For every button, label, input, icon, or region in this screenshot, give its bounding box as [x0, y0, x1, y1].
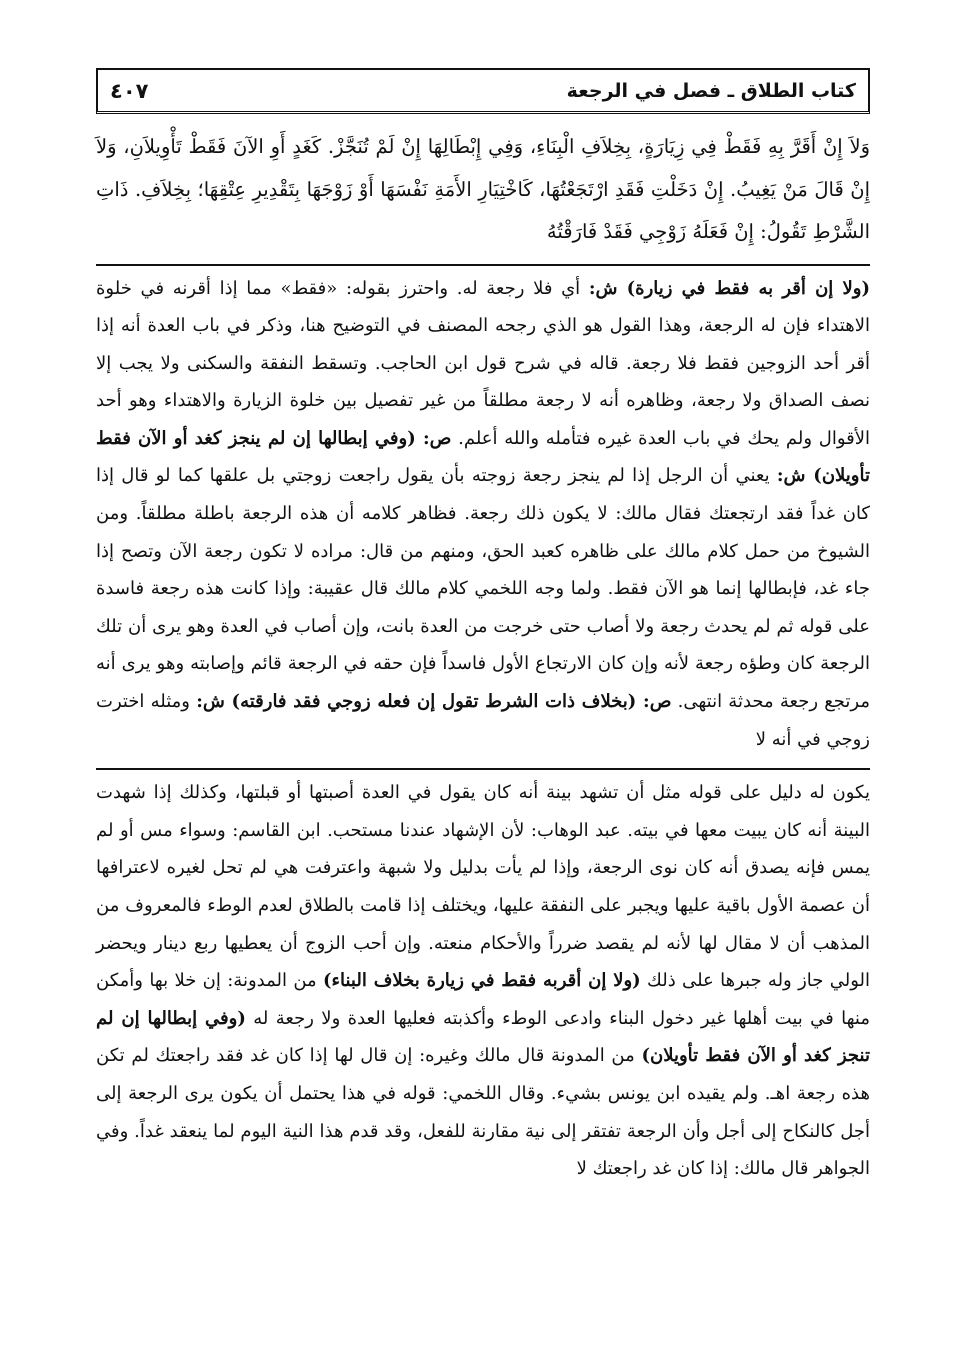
commentary-text-1: أي فلا رجعة له. واحترز بقوله: «فقط» مما إذا أقرنه في خلوة الاهتداء فإن له الرجعة، وهذا القول هو الذي رجحه المصنف في التوضيح هنا، وذكر في باب العدة أنه إذا أقر أحد الزوجين فقط فلا رجعة. قاله في شرح قول ابن الحاجب. وتسقط النفقة والسكنى ولا يجب إلا نصف الصداق ولا رجعة، وظاهره أنه لا رجعة مطلقاً من غير تفصيل بين خلوة الزيارة والاهتداء وهو أحد الأقوال ولم يحك في باب العدة غيره فتأمله والله أعلم.	[96, 277, 871, 449]
commentary	[96, 270, 870, 759]
main-text-paragraph: وَلاَ إِنْ أَقَرَّ بِهِ فَقَطْ فِي زِيَارَةٍ، بِخِلاَفِ الْبِنَاءِ، وَفِي إِبْطَالِهَا إِنْ لَمْ تُنَجَّزْ. كَغَدٍ أَوِ الآنَ فَقَطْ تَأْوِيلاَنِ، وَلاَ إِنْ قَالَ مَنْ يَغِيبُ. إِنْ دَخَلْتِ فَقَدِ ارْتَجَعْتُهَا، كَاخْتِيَارِ الأَمَةِ نَفْسَهَا أَوْ زَوْجَهَا بِتَقْدِيرِ عِتْقِهَا؛ بِخِلاَفِ. ذَاتِ الشَّرْطِ تَقُولُ: إِنْ فَعَلَهُ زَوْجِي فَقَدْ فَارَقْتُهُ	[96, 135, 870, 243]
footnote-quote-1: (ولا إن أقربه فقط في زيارة بخلاف البناء)	[323, 970, 641, 992]
page-number: ٤٠٧	[110, 78, 149, 103]
footnotes	[96, 774, 870, 1188]
main-text	[96, 126, 870, 254]
commentary-text-2: يعني أن الرجل إذا لم ينجز رجعة زوجته بأن يقول راجعت زوجتي بل علقها كما لو قال إذا كان غداً فقد ارتجعتك فقال مالك: لا يكون ذلك رجعة. فظاهر كلامه أن هذه الرجعة باطلة مطلقاً. ومن الشيوخ من حمل كلام مالك على ظاهره كعبد الحق، ومنهم من قال: مراده لا تكون رجعة الآن وتصح إذا جاء غد، فإبطالها إنما هو الآن فقط. ولما وجه اللخمي كلام مالك قال عقيبة: وإذا كانت هذه رجعة فاسدة على قوله ثم لم يحدث رجعة ولا أصاب حتى خرجت من العدة بانت، وإن أصاب في العدة وهو يرى أن تلك الرجعة كان وطؤه رجعة لأنه وإن كان الارتجاع الأول فاسداً فإن حقه في الرجعة قائم وإصابته وهو يرى أنه مرتجع رجعة محدثة انتهى.	[96, 465, 870, 713]
footnote-text-1: يكون له دليل على قوله مثل أن تشهد بينة أنه كان يقول في العدة أصبتها أو قبلتها، وكذلك إذا شهدت البينة أنه كان يبيت معها في بيته. عبد الوهاب: لأن الإشهاد عندنا مستحب. ابن القاسم: وسواء مس أو لم يمس فإنه يصدق أنه كان نوى الرجعة، وإذا لم يأت بدليل ولا شبهة واعترفت هي لم تحل لغيره لاعترافها أن عصمة الأول باقية عليها ويجبر على النفقة عليها، ويختلف إذا قامت بالطلاق لعدم الوطء فالمعروف من المذهب أن لا مقال لها لأنه لم يقصد ضرراً والأحكام منعته. وإن أحب الزوج أن يعطيها ربع دينار ويحضر الولي جاز وله جبرها على ذلك	[96, 782, 871, 992]
book-page	[96, 68, 870, 1330]
footnote-quote-2: (وفي إبطالها إن لم تنجز كغد أو الآن فقط تأويلان)	[96, 1007, 870, 1067]
commentary-heading-1: (ولا إن أقر به فقط في زيارة) ش:	[588, 277, 870, 299]
footnote-text-2: من المدونة: إن خلا بها وأمكن منها في بيت أهلها غير دخول البناء وادعى الوطء وأكذبته فعليها العدة ولا رجعة له	[96, 970, 871, 1029]
chapter-title: كتاب الطلاق ـ فصل في الرجعة	[566, 79, 856, 102]
commentary-paragraph	[96, 270, 870, 759]
commentary-text-3: ومثله اخترت زوجي في أنه لا	[96, 691, 870, 750]
footnote-paragraph	[96, 774, 870, 1188]
commentary-divider	[96, 264, 870, 266]
commentary-heading-2: ص: (وفي إبطالها إن لم ينجز كغد أو الآن فقط تأويلان) ش:	[96, 427, 870, 487]
page-header	[96, 68, 870, 114]
footnote-divider	[96, 768, 870, 770]
commentary-heading-3: ص: (بخلاف ذات الشرط تقول إن فعله زوجي فقد فارقته) ش:	[196, 691, 672, 713]
footnote-text-3: من المدونة قال مالك وغيره: إن قال لها إذا كان غد فقد راجعتك لم تكن هذه رجعة اهـ. ولم يقيده ابن يونس بشيء. وقال اللخمي: قوله في هذا يحتمل أن يكون يرى الرجعة إلى أجل كالنكاح إلى أجل وأن الرجعة تفتقر إلى نية مقارنة للفعل، وقد قدم هذا النية اليوم لما ينعقد غداً. وفي الجواهر قال مالك: إذا كان غد راجعتك لا	[96, 1045, 870, 1180]
